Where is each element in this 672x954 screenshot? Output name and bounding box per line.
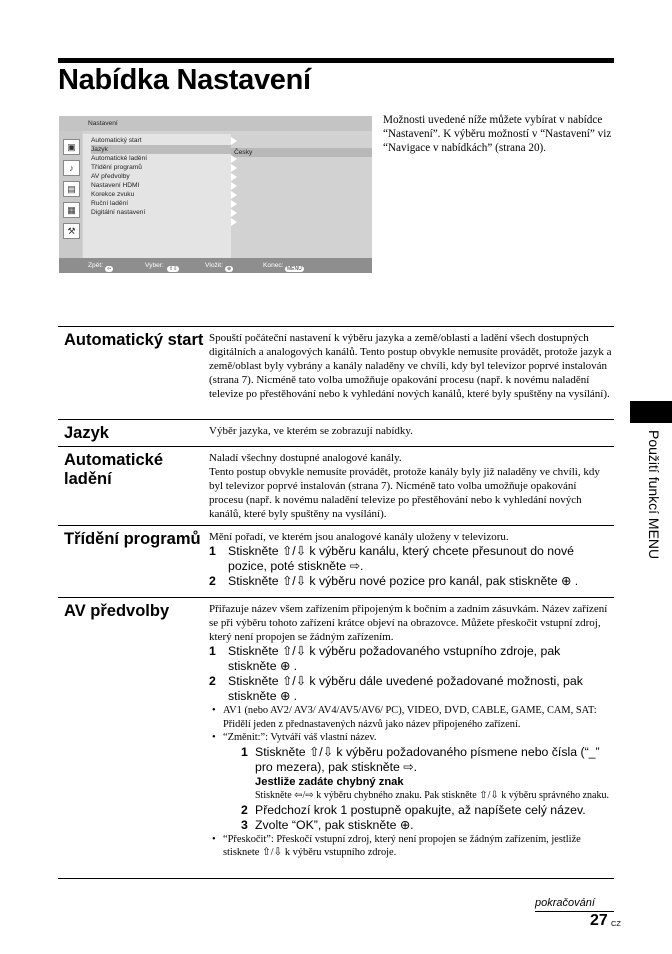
- top-rule: [58, 58, 614, 63]
- section-body: [209, 602, 612, 860]
- bullet-skip: • “Přeskočit”: Přeskočí vstupní zdroj, který není propojen se žádným zařízením, jestliže stisknete ⇧/⇩ k výběru vstupního zdroje.: [212, 833, 581, 859]
- arrow-right-icon: [231, 137, 237, 145]
- menu-item-selected: Jazyk: [91, 145, 231, 154]
- arrow-right-icon: [231, 200, 237, 208]
- features-icon: ▤: [63, 181, 80, 197]
- arrow-right-icon: [231, 173, 237, 181]
- substep-3: 3 Zvolte “OK”, pak stiskněte ⊕.: [241, 817, 414, 832]
- intro-text: Možnosti uvedené níže můžete vybírat v nabídce “Nastavení”. K výběru možností v “Nastavení” viz “Navigace v nabídkách” (strana 20).: [383, 114, 612, 155]
- setup-icon: ⚒: [63, 223, 80, 239]
- page-title: Nabídka Nastavení: [58, 64, 311, 96]
- section-av-predvolby: [58, 597, 614, 879]
- tuning-icon: ▦: [63, 202, 80, 218]
- substep-heading: Jestliže zadáte chybný znak: [255, 775, 404, 788]
- menu-list: [83, 134, 231, 258]
- section-jazyk: [58, 419, 614, 446]
- section-title: Třídění programů: [64, 530, 201, 548]
- section-body: [209, 530, 612, 589]
- menu-item: Třídění programů: [91, 164, 142, 171]
- sound-icon: ♪: [63, 160, 80, 176]
- section-title: Automatický start: [64, 331, 204, 349]
- page-lang: CZ: [611, 919, 621, 928]
- section-text: Naladí všechny dostupné analogové kanály. Tento postup obvykle nemusíte provádět, protože kanály byly již naladěny ve chvíli, kdy byl televizor poprvé instalován (strana 7). Nicméně tato volba umožňuje opakování procesu (např. k novému naladění televize po přestěhování nebo k vyhledání nových kanálů, které byly spuštěny na vysílání).: [209, 452, 600, 521]
- step-text: Stiskněte ⇧/⇩ k výběru požadovaného vstupního zdroje, pak stiskněte ⊕ .: [228, 644, 561, 674]
- selected-value: Česky: [234, 149, 253, 156]
- substep-note: Stiskněte ⇦/⇨ k výběru chybného znaku. Pak stiskněte ⇧/⇩ k výběru správného znaku.: [255, 789, 609, 801]
- section-title: AV předvolby: [64, 602, 170, 620]
- section-trideni-programu: [58, 525, 614, 597]
- substep-1: 1 Stiskněte ⇧/⇩ k výběru požadovaného písmene nebo čísla (“_” pro mezera), pak stiskněte ⇨.: [241, 744, 600, 774]
- menu-icon-column: [59, 131, 82, 258]
- menu-item: Automatický start: [91, 137, 142, 144]
- arrow-right-icon: [231, 191, 237, 199]
- section-automaticke-ladeni: [58, 446, 614, 526]
- footer-back-label: Zpět:: [88, 262, 104, 269]
- footer-enter-label: Vložit:: [205, 262, 223, 269]
- menu-footer: Zpět: ⇦ Vyber: ⇧⇩ Vložit: ⊕ Konec: MENU: [59, 258, 372, 273]
- menu-item: Korekce zvuku: [91, 191, 135, 198]
- menu-item: Ruční ladění: [91, 200, 129, 207]
- arrow-right-icon: [231, 209, 237, 217]
- footer-exit-label: Konec:: [263, 262, 284, 269]
- section-automaticky-start: [58, 326, 614, 420]
- arrow-right-icon: [231, 218, 237, 226]
- arrow-right-icon: [231, 182, 237, 190]
- bullet-preset-names: • AV1 (nebo AV2/ AV3/ AV4/AV5/AV6/ PC), VIDEO, DVD, CABLE, GAME, CAM, SAT: Přidělí jeden z přednastavených názvů jako název připojeného zařízení.: [212, 705, 597, 730]
- menu-item: Automatické ladění: [91, 155, 148, 162]
- step-2: 2 Stiskněte ⇧/⇩ k výběru nové pozice pro kanál, pak stiskněte ⊕ .: [209, 574, 579, 589]
- continued-label: pokračování: [535, 897, 595, 909]
- menu-item: Digitální nastavení: [91, 209, 146, 216]
- section-text: Mění pořadí, ve kterém jsou analogové kanály uloženy v televizoru.: [209, 531, 509, 543]
- arrow-right-icon: [231, 155, 237, 163]
- section-text: Přiřazuje název všem zařízením připojeným k bočním a zadním zásuvkám. Název zařízení se při výběru tohoto zařízení krátce objeví na obrazovce. Můžete přeskočit vstupní zdroj, který není propojen se žádným zařízením.: [209, 603, 608, 644]
- section-title: Jazyk: [64, 424, 109, 442]
- section-title: Automatické ladění: [64, 451, 164, 488]
- arrow-right-icon: [231, 164, 237, 172]
- menu-title: Nastavení: [88, 120, 118, 127]
- step-1: 1 Stiskněte ⇧/⇩ k výběru kanálu, který chcete přesunout do nové pozice, poté stiskněte ⇨.: [209, 544, 574, 574]
- step-text: Stiskněte ⇧/⇩ k výběru nové pozice pro kanál, pak stiskněte ⊕ .: [228, 574, 579, 589]
- section-text: Výběr jazyka, ve kterém se zobrazují nabídky.: [209, 425, 413, 437]
- bullet-change: • “Změnit:”: Vytváří váš vlastní název.: [212, 732, 377, 744]
- picture-icon: ▣: [63, 139, 80, 155]
- menu-item: AV předvolby: [91, 173, 130, 180]
- step-text: Stiskněte ⇧/⇩ k výběru dále uvedené požadované možnosti, pak stiskněte ⊕ .: [228, 674, 583, 704]
- section-text: Spouští počáteční nastavení k výběru jazyka a země/oblasti a ladění všech dostupných digitálních a analogových kanálů. Tento postup obvykle nemusíte provádět, protože jazyk a země/oblast byly vybrány a kanály naladěny ve chvíli, kdy byl televizor poprvé instalován (strana 7). Nicméně tato volba umožňuje opakování procesu (např. k novému naladění televize po přestěhování nebo k vyhledání nových kanálů, které byly spuštěny na vysílání).: [209, 332, 612, 401]
- side-tab-marker: [630, 401, 672, 423]
- tv-menu-illustration: [59, 116, 372, 273]
- menu-item: Nastavení HDMI: [91, 182, 140, 189]
- bottom-rule: [58, 878, 614, 879]
- side-tab-label: Použití funkcí MENU: [646, 430, 662, 560]
- footer-select-label: Vyber:: [145, 262, 164, 269]
- page-number: 27: [590, 912, 608, 929]
- step-2: 2 Stiskněte ⇧/⇩ k výběru dále uvedené požadované možnosti, pak stiskněte ⊕ .: [209, 674, 583, 704]
- step-1: 1 Stiskněte ⇧/⇩ k výběru požadovaného vstupního zdroje, pak stiskněte ⊕ .: [209, 644, 561, 674]
- step-text: Stiskněte ⇧/⇩ k výběru kanálu, který chcete přesunout do nové pozice, poté stiskněte ⇨.: [228, 544, 574, 574]
- selected-value-bar: [231, 148, 372, 157]
- substep-2: 2 Předchozí krok 1 postupně opakujte, až napíšete celý název.: [241, 802, 586, 817]
- menu-title-bar: [59, 116, 372, 131]
